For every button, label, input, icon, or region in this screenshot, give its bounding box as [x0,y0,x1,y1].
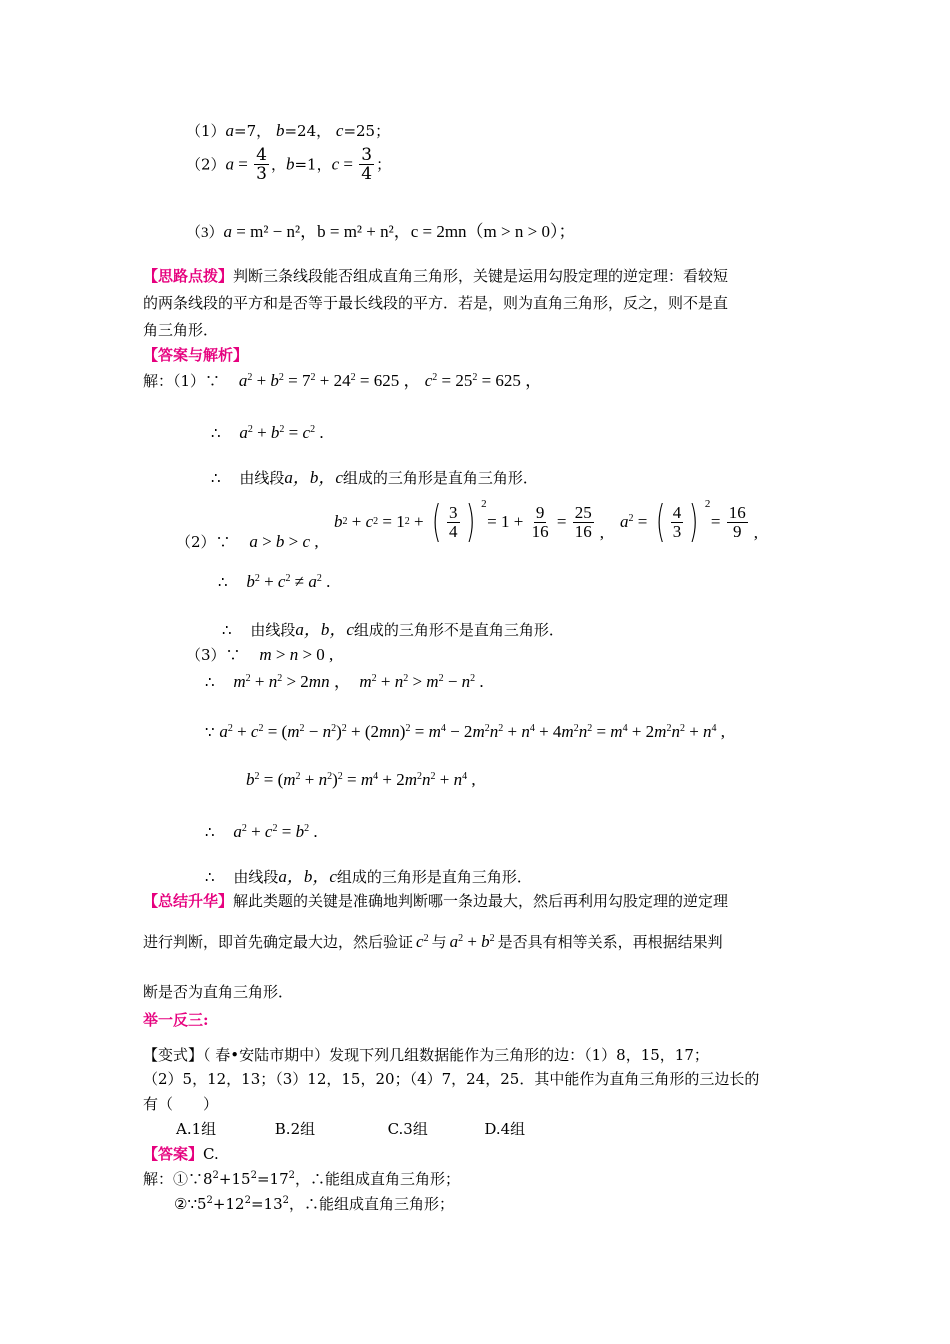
s2-therefore: ∴ $b^2 + c^2 \ne a^2$ . [218,572,331,591]
summary-line-3: 断是否为直角三角形． [143,983,294,1001]
summary-line-2: 进行判断，即首先确定最大边，然后验证 $c^2$ 与 $a^2 + b^2$ 是否具有相等关系，再根据结果判 [143,932,723,951]
answer-line: 【答案】C. [143,1145,219,1163]
item-1: （1）a=7， b=24， c=25； [186,121,391,140]
s2-label: （2）∵ a > b > c , [176,532,319,551]
solution-2: $②\because 5^2+12^2=13^2$，∴能组成直角三角形； [174,1195,454,1213]
variant-line-3: 有（ ） [143,1095,219,1113]
hint-line-3: 角三角形． [143,321,219,339]
option-a: A.1组 [176,1120,217,1138]
hint-line-1: 【思路点拨】判断三条线段能否组成直角三角形，关键是运用勾股定理的逆定理：看较短 [143,267,729,285]
option-c: C.3组 [387,1120,428,1138]
s3-expand-1: ∵ $a^2 + c^2 = (m^2 - n^2)^2 + (2mn)^2 = m^4 - 2m^2n^2 + n^4 + 4m^2n^2 = m^4 + 2m^2n^2 + n^4$ , [205,722,726,741]
s3-ineq: ∴ $m^2 + n^2 > 2mn$ ， $m^2 + n^2 > m^2 - n^2$ . [205,672,484,691]
practice-heading: 举一反三: [143,1011,209,1029]
s3-expand-2: $b^2 = (m^2 + n^2)^2 = m^4 + 2m^2n^2 + n^4$ , [246,770,476,789]
item-2: （2）a = $\frac{4}{3}$ ，b=1，c = $\frac{3}{4}$ ； [186,145,392,184]
item-3: （3）a = m² − n²，b = m² + n²，c = 2mn（m > n > 0）； [186,222,576,241]
s3-conclusion: ∴ 由线段a，b，c组成的三角形是直角三角形． [205,867,532,886]
answer-heading: 【答案与解析】 [143,346,249,364]
s1-therefore: ∴ $a^2 + b^2 = c^2$ . [211,423,324,442]
s2-sum: b 2 + c 2 = 1 2 + ( $\frac{3}{4}$ ) 2 = 1 + $\frac{9}{16}$ = $\frac{25}{16}$ , $a^2$ = ( $\frac{4}{3}$ ) 2 = $\frac{16}{9}$ , [334,496,758,547]
s3-therefore: ∴ $a^2 + c^2 = b^2$ . [205,822,318,841]
option-d: D.4组 [484,1120,526,1138]
s2-conclusion: ∴ 由线段a，b，c组成的三角形不是直角三角形． [222,620,564,639]
variant-line-2: （2）5，12，13；（3）12，15，20；（4）7，24，25．其中能作为直角三角形的三边长的 [143,1070,760,1088]
variant-line-1: 【变式】（ 春•安陆市期中）发现下列几组数据能作为三角形的边：（1）8，15，17； [143,1046,709,1064]
s1-conclusion: ∴ 由线段a，b，c组成的三角形是直角三角形． [211,468,538,487]
s1-line: 解：（1）∵ $a^2 + b^2 = 7^2 + 24^2 = 625$ ， $c^2 = 25^2 = 625$ ， [143,371,543,390]
solution-1: 解：$①\because 8^2+15^2=17^2$，∴能组成直角三角形； [143,1170,460,1188]
options-row [176,1119,525,1139]
option-b: B.2组 [274,1120,316,1138]
hint-line-2: 的两条线段的平方和是否等于最长线段的平方．若是，则为直角三角形，反之，则不是直 [143,294,729,312]
summary-line-1: 【总结升华】解此类题的关键是准确地判断哪一条边最大，然后再利用勾股定理的逆定理 [143,892,729,910]
s3-label: （3）∵ m > n > 0 , [186,645,334,664]
